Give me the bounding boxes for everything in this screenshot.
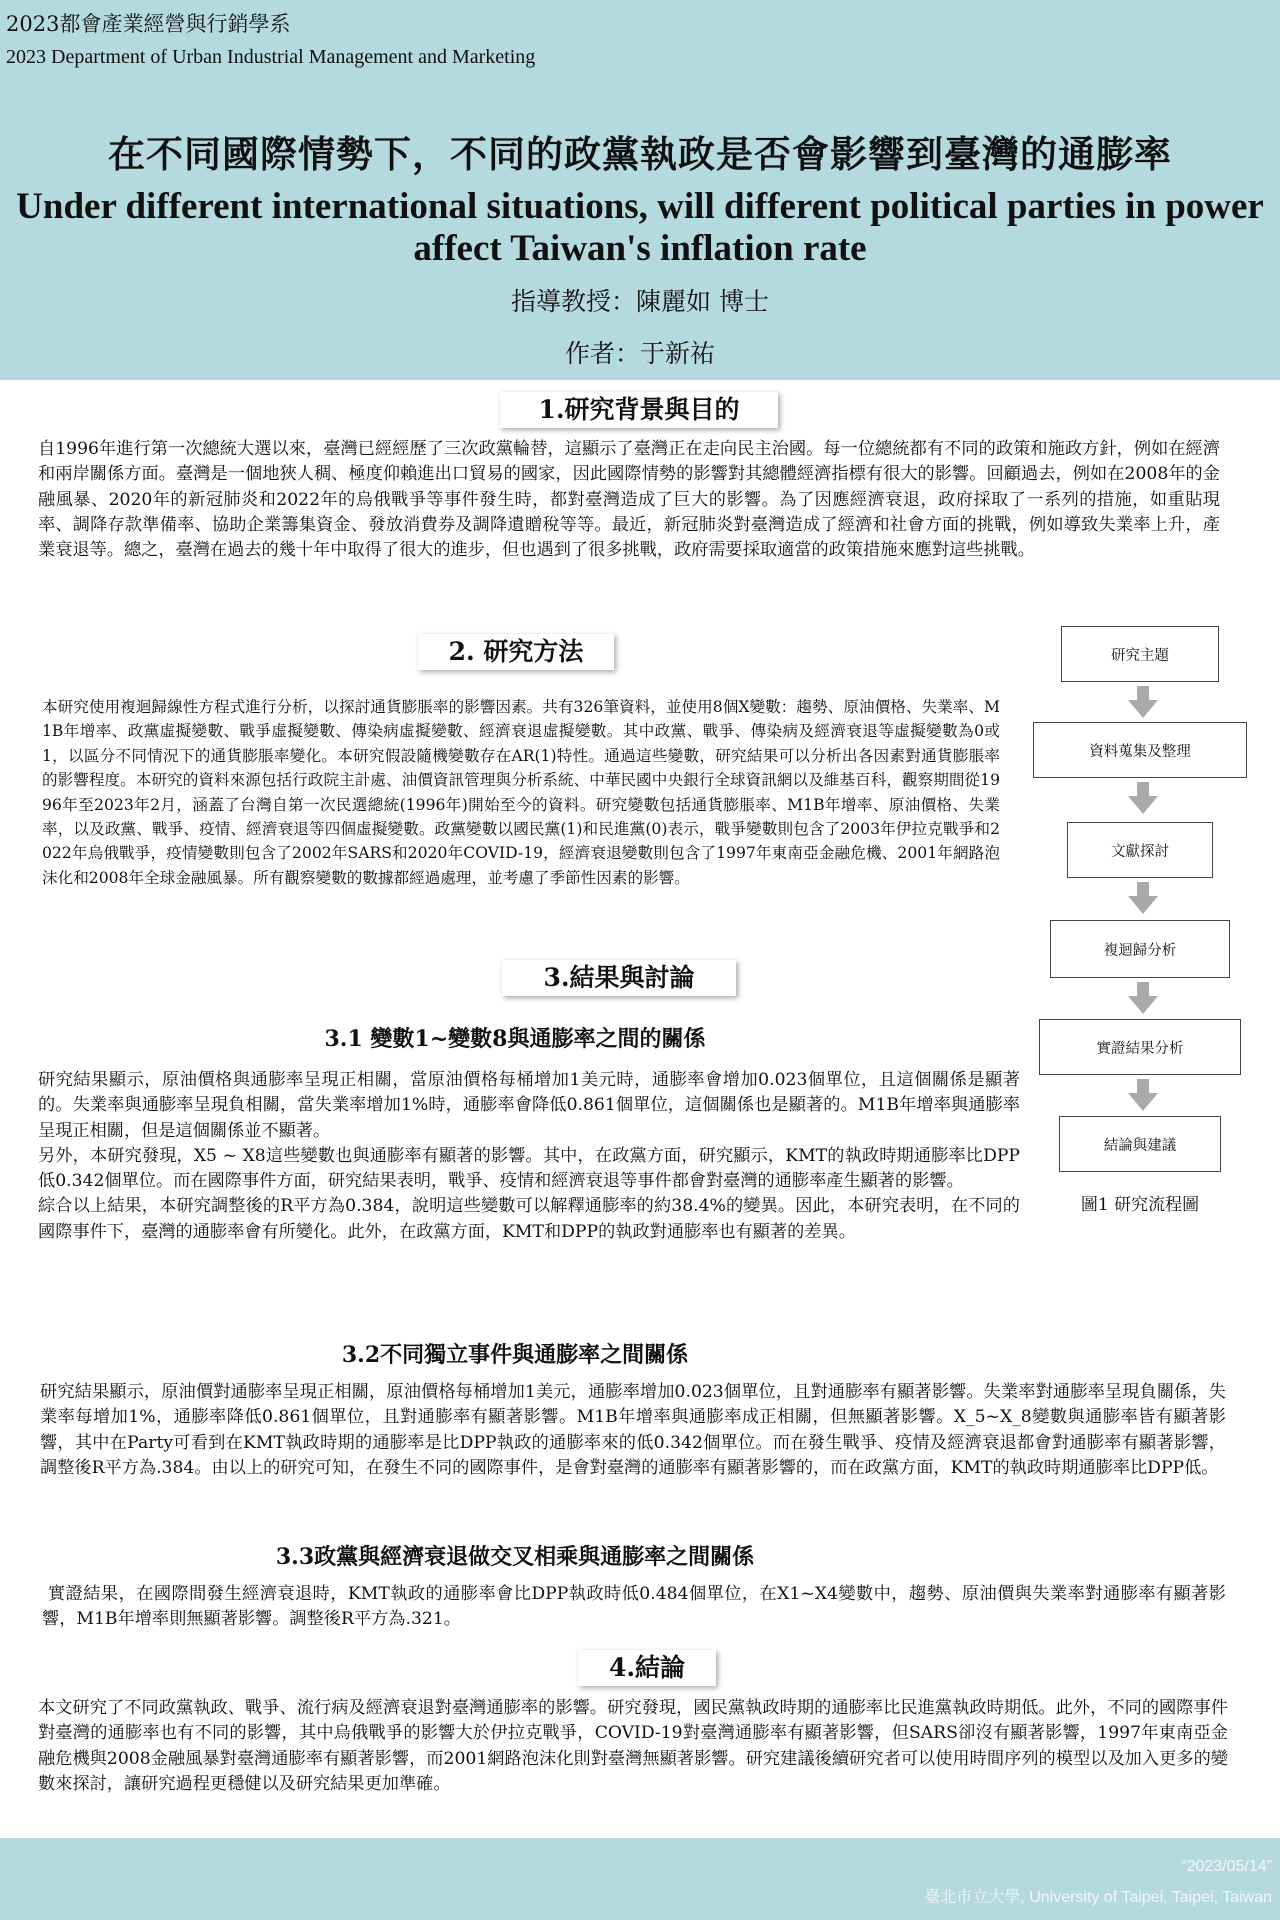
department-name-en: 2023 Department of Urban Industrial Management and Marketing	[6, 46, 536, 68]
subsection-3-2-text	[40, 1380, 1226, 1481]
footer-banner	[0, 1838, 1280, 1920]
section-2-title: 2. 研究方法	[418, 634, 614, 670]
department-name-zh: 2023都會產業經營與行銷學系	[6, 12, 291, 36]
subsection-3-2-title: 3.2不同獨立事件與通膨率之間關係	[341, 1342, 689, 1368]
flow-arrow-icon	[1128, 1079, 1158, 1111]
flow-arrow-icon	[1128, 782, 1158, 814]
section-2-text	[42, 695, 1000, 890]
figure-caption: 圖1 研究流程圖	[1080, 1195, 1200, 1215]
section-1-text	[38, 437, 1220, 563]
flow-step-regression-analysis: 複迴歸分析	[1050, 920, 1230, 978]
section-3-title: 3.結果與討論	[502, 960, 736, 996]
footer-university: 臺北市立大學, University of Taipei, Taipei, Taiwan	[924, 1889, 1272, 1906]
footer-date: “2023/05/14”	[1181, 1858, 1272, 1875]
section-4-title: 4.結論	[578, 1650, 716, 1686]
subsection-3-1-paragraph: 研究結果顯示，原油價格與通膨率呈現正相關，當原油價格每桶增加1美元時，通膨率會增加0.023個單位，且這個關係是顯著的。失業率與通膨率呈現負相關，當失業率增加1%時，通膨率會降低0.861個單位，這個關係也是顯著的。M1B年增率與通膨率呈現正相關，但是這個關係並不顯著。	[38, 1070, 1020, 1141]
subsection-3-3-paragraph: 實證結果，在國際間發生經濟衰退時，KMT執政的通膨率會比DPP執政時低0.484個單位，在X1~X4變數中，趨勢、原油價與失業率對通膨率有顯著影響，M1B年增率則無顯著影響。調整後R平方為.321。	[42, 1584, 1226, 1630]
subsection-3-3-text	[42, 1582, 1226, 1633]
flow-step-data-collection: 資料蒐集及整理	[1033, 722, 1247, 778]
flow-step-research-topic: 研究主題	[1061, 626, 1219, 682]
flow-step-empirical-results: 實證結果分析	[1039, 1019, 1241, 1075]
section-4-text	[38, 1696, 1228, 1797]
flow-step-conclusion: 結論與建議	[1059, 1116, 1221, 1172]
section-2-paragraph: 本研究使用複迴歸線性方程式進行分析，以探討通貨膨脹率的影響因素。共有326筆資料，並使用8個X變數：趨勢、原油價格、失業率、M1B年增率、政黨虛擬變數、戰爭虛擬變數、傳染病虛擬變數、經濟衰退虛擬變數。其中政黨、戰爭、傳染病及經濟衰退等虛擬變數為0或1，以區分不同情況下的通貨膨脹率變化。本研究假設隨機變數存在AR(1)特性。通過這些變數，研究結果可以分析出各因素對通貨膨脹率的影響程度。本研究的資料來源包括行政院主計處、油價資訊管理與分析系統、中華民國中央銀行全球資訊網以及維基百科，觀察期間從1996年至2023年2月，涵蓋了台灣自第一次民選總統(1996年)開始至今的資料。研究變數包括通貨膨脹率、M1B年增率、原油價格、失業率，以及政黨、戰爭、疫情、經濟衰退等四個虛擬變數。政黨變數以國民黨(1)和民進黨(0)表示，戰爭變數則包含了2003年伊拉克戰爭和2022年烏俄戰爭，疫情變數則包含了2002年SARS和2020年COVID-19，經濟衰退變數則包含了1997年東南亞金融危機、2001年網路泡沫化和2008年全球金融風暴。所有觀察變數的數據都經過處理，並考慮了季節性因素的影響。	[42, 698, 1000, 887]
flow-step-literature-review: 文獻探討	[1067, 822, 1213, 878]
poster-title-zh: 在不同國際情勢下，不同的政黨執政是否會影響到臺灣的通膨率	[108, 132, 1172, 176]
section-4-paragraph: 本文研究了不同政黨執政、戰爭、流行病及經濟衰退對臺灣通膨率的影響。研究發現，國民黨執政時期的通膨率比民進黨執政時期低。此外，不同的國際事件對臺灣的通膨率也有不同的影響，其中烏俄戰爭的影響大於伊拉克戰爭，COVID-19對臺灣通膨率有顯著影響，但SARS卻沒有顯著影響，1997年東南亞金融危機與2008金融風暴對臺灣通膨率有顯著影響，而2001網路泡沫化則對臺灣無顯著影響。研究建議後續研究者可以使用時間序列的模型以及加入更多的變數來探討，讓研究過程更穩健以及研究結果更加準確。	[38, 1698, 1228, 1794]
section-1-paragraph: 自1996年進行第一次總統大選以來，臺灣已經經歷了三次政黨輪替，這顯示了臺灣正在走向民主治國。每一位總統都有不同的政策和施政方針，例如在經濟和兩岸關係方面。臺灣是一個地狹人稠、極度仰賴進出口貿易的國家，因此國際情勢的影響對其總體經濟指標有很大的影響。回顧過去，例如在2008年的金融風暴、2020年的新冠肺炎和2022年的烏俄戰爭等事件發生時，都對臺灣造成了巨大的影響。為了因應經濟衰退，政府採取了一系列的措施，如重貼現率、調降存款準備率、協助企業籌集資金、發放消費券及調降遺贈稅等等。最近，新冠肺炎對臺灣造成了經濟和社會方面的挑戰，例如導致失業率上升，產業衰退等。總之，臺灣在過去的幾十年中取得了很大的進步，但也遇到了很多挑戰，政府需要採取適當的政策措施來應對這些挑戰。	[38, 439, 1220, 561]
flow-arrow-icon	[1128, 686, 1158, 718]
advisor: 指導教授：陳麗如 博士	[511, 287, 769, 316]
poster-title-en: Under different international situations, will different political parties in power affect Taiwan's inflation rate	[16, 186, 1264, 269]
flow-arrow-icon	[1128, 882, 1158, 914]
subsection-3-2-paragraph: 研究結果顯示，原油價對通膨率呈現正相關，原油價格每桶增加1美元，通膨率增加0.023個單位，且對通膨率有顯著影響。失業率對通膨率呈現負關係，失業率每增加1%，通膨率降低0.861個單位，且對通膨率有顯著影響。M1B年增率與通膨率成正相關，但無顯著影響。X_5~X_8變數與通膨率皆有顯著影響，其中在Party可看到在KMT執政時期的通膨率是比DPP執政的通膨率來的低0.342個單位。而在發生戰爭、疫情及經濟衰退都會對通膨率有顯著影響，調整後R平方為.384。由以上的研究可知，在發生不同的國際事件，是會對臺灣的通膨率有顯著影響的，而在政黨方面，KMT的執政時期通膨率比DPP低。	[40, 1382, 1226, 1478]
section-1-title: 1.研究背景與目的	[500, 392, 778, 428]
subsection-3-1-text	[38, 1068, 1020, 1245]
subsection-3-1-paragraph: 另外，本研究發現，X5 ~ X8這些變數也與通膨率有顯著的影響。其中，在政黨方面，研究顯示，KMT的執政時期通膨率比DPP低0.342個單位。而在國際事件方面，研究結果表明，戰爭、疫情和經濟衰退等事件都會對臺灣的通膨率產生顯著的影響。	[38, 1145, 1020, 1192]
subsection-3-1-paragraph: 綜合以上結果，本研究調整後的R平方為0.384，說明這些變數可以解釋通膨率的約38.4%的變異。因此，本研究表明，在不同的國際事件下，臺灣的通膨率會有所變化。此外，在政黨方面，KMT和DPP的執政對通膨率也有顯著的差異。	[38, 1196, 1020, 1242]
author: 作者：于新祐	[564, 339, 715, 368]
subsection-3-1-title: 3.1 變數1~變數8與通膨率之間的關係	[324, 1026, 706, 1052]
subsection-3-3-title: 3.3政黨與經濟衰退做交叉相乘與通膨率之間關係	[275, 1544, 755, 1570]
flow-arrow-icon	[1128, 982, 1158, 1014]
